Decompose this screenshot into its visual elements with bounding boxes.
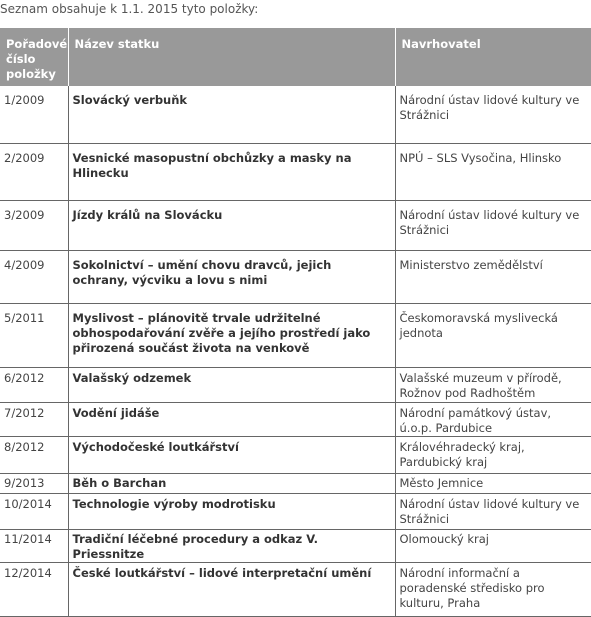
table-row xyxy=(0,200,591,250)
table-row xyxy=(0,473,591,493)
table-row xyxy=(0,143,591,200)
row-number: 10/2014 xyxy=(0,493,68,529)
table-row xyxy=(0,250,591,303)
row-proposer: Valašské muzeum v přírodě, Rožnov pod Radhoštěm xyxy=(395,367,591,402)
row-proposer: Olomoucký kraj xyxy=(395,529,591,562)
row-proposer: Českomoravská myslivecká jednota xyxy=(395,303,591,367)
row-name: Tradiční léčebné procedury a odkaz V. Priessnitze xyxy=(68,529,395,562)
header-number: Pořadové číslo položky xyxy=(0,28,68,86)
row-proposer: Národní ústav lidové kultury ve Strážnici xyxy=(395,493,591,529)
row-name: Vodění jidáše xyxy=(68,402,395,436)
table-header-row xyxy=(0,28,591,86)
row-proposer: Královéhradecký kraj, Pardubický kraj xyxy=(395,436,591,473)
row-number: 4/2009 xyxy=(0,250,68,303)
row-number: 7/2012 xyxy=(0,402,68,436)
row-number: 1/2009 xyxy=(0,86,68,143)
row-proposer: Ministerstvo zemědělství xyxy=(395,250,591,303)
row-number: 8/2012 xyxy=(0,436,68,473)
row-name: Běh o Barchan xyxy=(68,473,395,493)
heritage-list-table xyxy=(0,28,591,617)
row-proposer: Národní ústav lidové kultury ve Strážnici xyxy=(395,200,591,250)
table-row xyxy=(0,529,591,562)
row-name: Vesnické masopustní obchůzky a masky na Hlinecku xyxy=(68,143,395,200)
row-name: Sokolnictví – umění chovu dravců, jejich ochrany, výcviku a lovu s nimi xyxy=(68,250,395,303)
row-proposer: NPÚ – SLS Vysočina, Hlinsko xyxy=(395,143,591,200)
table-row xyxy=(0,493,591,529)
row-number: 12/2014 xyxy=(0,562,68,616)
table-row xyxy=(0,562,591,616)
row-name: Valašský odzemek xyxy=(68,367,395,402)
row-name: Myslivost – plánovitě trvale udržitelné obhospodařování zvěře a jejího prostředí jako přirozená součást života na venkově xyxy=(68,303,395,367)
row-proposer: Národní památkový ústav, ú.o.p. Pardubice xyxy=(395,402,591,436)
row-number: 6/2012 xyxy=(0,367,68,402)
row-name: Jízdy králů na Slovácku xyxy=(68,200,395,250)
header-proposer: Navrhovatel xyxy=(395,28,591,86)
row-name: Technologie výroby modrotisku xyxy=(68,493,395,529)
row-proposer: Národní ústav lidové kultury ve Strážnici xyxy=(395,86,591,143)
row-number: 11/2014 xyxy=(0,529,68,562)
intro-text: Seznam obsahuje k 1.1. 2015 tyto položky: xyxy=(0,2,259,16)
row-proposer: Národní informační a poradenské středisko pro kulturu, Praha xyxy=(395,562,591,616)
row-number: 3/2009 xyxy=(0,200,68,250)
row-number: 2/2009 xyxy=(0,143,68,200)
row-name: České loutkářství – lidové interpretační umění xyxy=(68,562,395,616)
table-row xyxy=(0,303,591,367)
header-name: Název statku xyxy=(68,28,395,86)
table-row xyxy=(0,436,591,473)
table-row xyxy=(0,86,591,143)
row-number: 5/2011 xyxy=(0,303,68,367)
row-name: Slovácký verbuňk xyxy=(68,86,395,143)
row-number: 9/2013 xyxy=(0,473,68,493)
table-row xyxy=(0,402,591,436)
row-proposer: Město Jemnice xyxy=(395,473,591,493)
table-row xyxy=(0,367,591,402)
row-name: Východočeské loutkářství xyxy=(68,436,395,473)
